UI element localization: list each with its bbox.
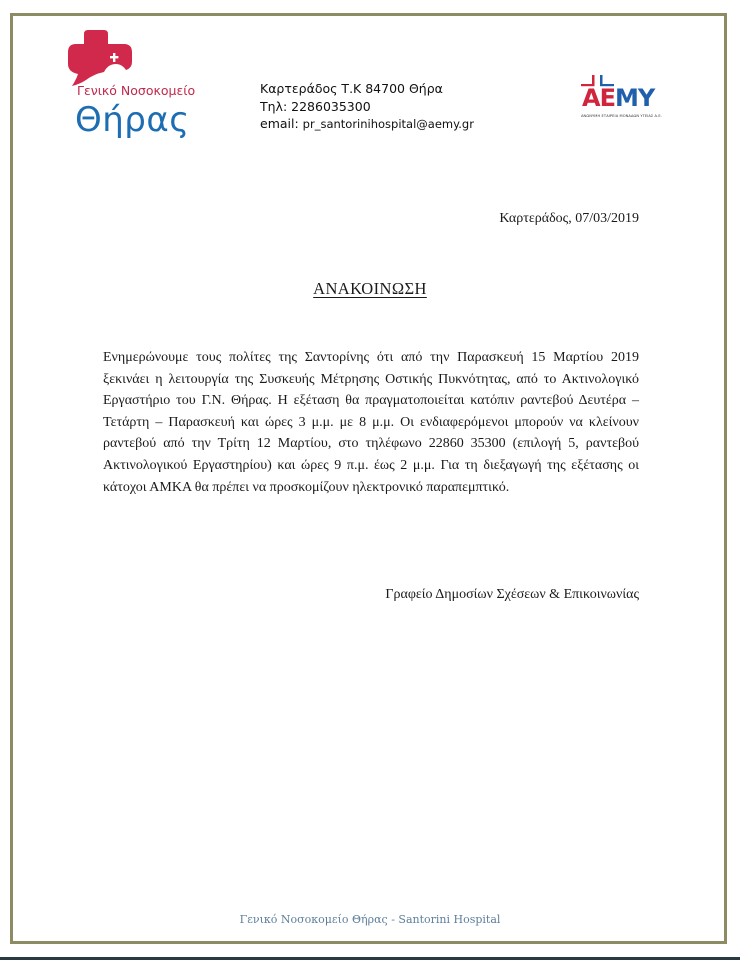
medical-cross-icon (66, 30, 136, 88)
place-date: Καρτεράδος, 07/03/2019 (499, 211, 639, 226)
contact-email-row (260, 115, 474, 134)
aemy-tagline: ΑΝΩΝΥΜΗ ΕΤΑΙΡΕΙΑ ΜΟΝΑΔΩΝ ΥΓΕΙΑΣ Α.Ε. (581, 114, 662, 118)
hospital-logo (66, 30, 226, 148)
title-text: ΑΝΑΚΟΙΝΩΣΗ (313, 279, 427, 298)
email-link[interactable]: pr_santorinihospital@aemy.gr (302, 117, 474, 131)
contact-phone: Τηλ: 2286035300 (260, 98, 371, 114)
announcement-title (0, 279, 740, 299)
logo-name: Θήρας (75, 100, 190, 140)
announcement-body: Ενημερώνουμε τους πολίτες της Σαντορίνης ότι από την Παρασκευή 15 Μαρτίου 2019 ξεκινάει η λειτουργία της Συσκευής Μέτρησης Οστικής Πυκνότητας, από το Ακτινολογικό Εργαστήριο του Γ.Ν. Θήρας. Η εξέταση θα πραγματοποιείται κατόπιν ραντεβού Δευτέρα – Τετάρτη – Παρασκευή και ώρες 3 μ.μ. με 8 μ.μ. Οι ενδιαφερόμενοι μπορούν να κλείνουν ραντεβού από την Τρίτη 12 Μαρτίου, στο τηλέφωνο 22860 35300 (επιλογή 5, ραντεβού Ακτινολογικού Εργαστηρίου) και ώρες 9 π.μ. έως 2 μ.μ. Για τη διεξαγωγή της εξέτασης οι κάτοχοι ΑΜΚΑ θα πρέπει να προσκομίζουν ηλεκτρονικό παραπεμπτικό. (103, 350, 639, 495)
aemy-logo (578, 75, 674, 125)
aemy-wordmark (582, 85, 654, 111)
email-label: email: (260, 116, 299, 131)
signature: Γραφείο Δημοσίων Σχέσεων & Επικοινωνίας (385, 587, 639, 602)
logo-subtitle: Γενικό Νοσοκομείο (77, 83, 196, 98)
aemy-red-part: AE (582, 84, 615, 112)
footer-text: Γενικό Νοσοκομείο Θήρας - Santorini Hospital (239, 913, 501, 926)
contact-block (260, 80, 474, 134)
contact-address: Καρτεράδος Τ.Κ 84700 Θήρα (260, 81, 443, 96)
aemy-blue-part: MY (614, 84, 655, 112)
